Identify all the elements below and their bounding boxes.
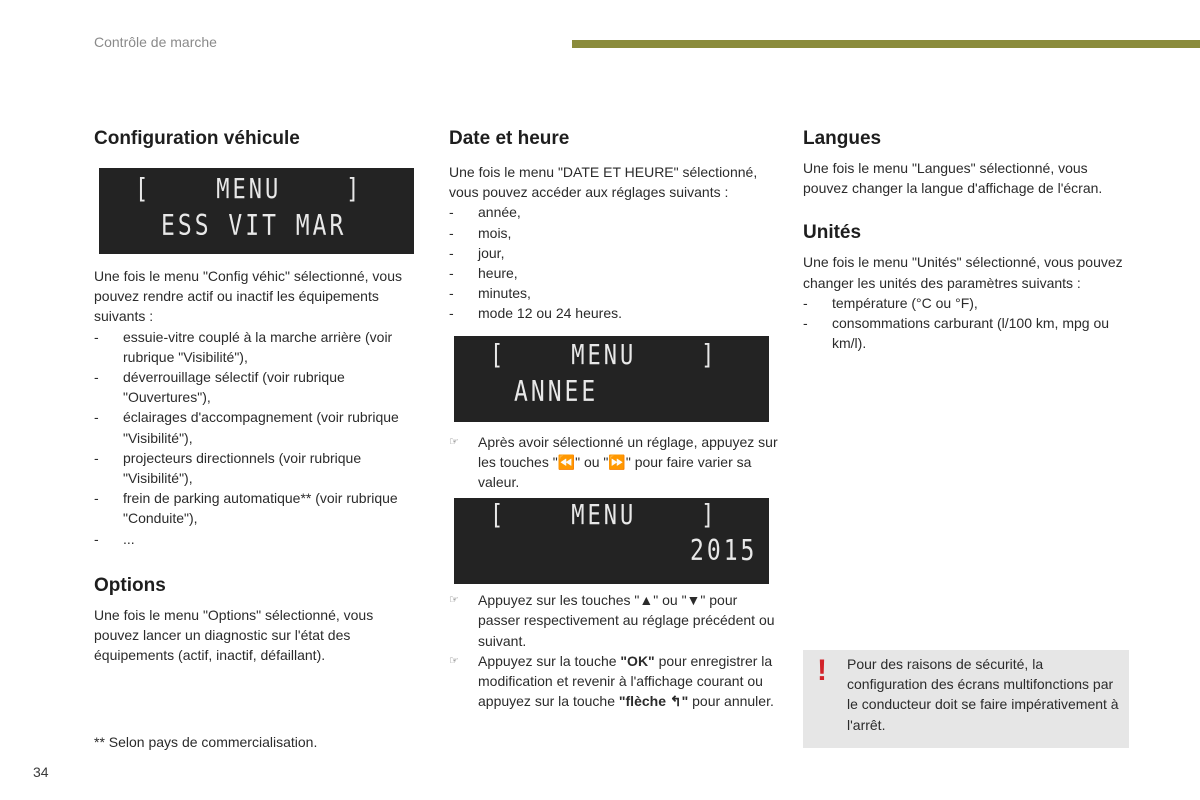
lcd-display-year (454, 498, 769, 584)
lcd-display-config (99, 168, 414, 254)
warning-text: Pour des raisons de sécurité, la configuration des écrans multifonctions par le conducteur doit se faire impérativement à l'arrêt. (847, 656, 1119, 733)
date-title: Date et heure (449, 128, 570, 149)
options-text: Une fois le menu "Options" sélectionné, vous pouvez lancer un diagnostic sur l'état des équipements (actif, inactif, défaillant). (94, 606, 374, 664)
config-title: Configuration véhicule (94, 128, 300, 149)
unites-list (803, 293, 1128, 354)
langues-text: Une fois le menu "Langues" sélectionné, vous pouvez changer la langue d'affichage de l'écran. (803, 160, 1103, 197)
config-intro: Une fois le menu "Config véhic" sélectionné, vous pouvez rendre actif ou inactif les équipements suivants : (94, 268, 402, 325)
column-date (449, 126, 779, 711)
footnote: ** Selon pays de commercialisation. (94, 734, 318, 750)
date-list (449, 202, 779, 323)
pointer-icon: ☞ (449, 594, 459, 607)
lcd-line-1: [ MENU ] (490, 500, 718, 532)
list-item: - jour, (449, 244, 505, 261)
section-label: Contrôle de marche (94, 34, 217, 50)
list-item: - mois, (449, 224, 512, 241)
list-item: - température (°C ou °F), (803, 294, 978, 311)
list-item: - projecteurs directionnels (voir rubrique "Visibilité"), (94, 449, 362, 487)
list-item: - essuie-vitre couplé à la marche arrière (voir rubrique "Visibilité"), (94, 328, 393, 365)
lcd-line-1: [ MENU ] (490, 339, 718, 371)
step-change-value: ☞ Après avoir sélectionné un réglage, appuyez sur les touches "⏪" ou "⏩" pour faire varier sa valeur. (449, 433, 778, 491)
date-intro: Une fois le menu "DATE ET HEURE" sélectionné, vous pouvez accéder aux réglages suivants : (449, 164, 758, 201)
list-item: - année, (449, 204, 521, 221)
back-key: "flèche ↰" (618, 693, 689, 710)
config-list (94, 327, 412, 549)
list-item: - heure, (449, 265, 518, 282)
list-item: - consommations carburant (l/100 km, mpg ou km/l). (803, 315, 1110, 352)
header-bar (572, 40, 1200, 48)
lcd-line-2: ESS VIT MAR (161, 210, 347, 243)
list-item: - ... (94, 530, 135, 547)
list-item: - minutes, (449, 285, 531, 302)
lcd-line-2: 2015 (690, 535, 758, 568)
page-number: 34 (33, 764, 49, 780)
pointer-icon: ☞ (449, 435, 459, 448)
lcd-display-annee (454, 336, 769, 422)
options-title: Options (94, 574, 166, 596)
lcd-line-2: ANNEE (514, 375, 599, 409)
list-item: - mode 12 ou 24 heures. (449, 305, 622, 322)
list-item: - éclairages d'accompagnement (voir rubrique "Visibilité"), (94, 409, 399, 446)
unites-title: Unités (803, 222, 862, 244)
list-item: - déverrouillage sélectif (voir rubrique "Ouvertures"), (94, 369, 345, 406)
langues-title: Langues (803, 128, 882, 149)
warning-icon: ! (817, 654, 827, 687)
step-navigate: ☞ Appuyez sur les touches "▲" ou "▼" pour passer respectivement au réglage précédent ou suivant. (449, 592, 775, 649)
list-item: - frein de parking automatique** (voir rubrique "Conduite"), (94, 490, 398, 527)
column-langues (803, 126, 1128, 353)
unites-intro: Une fois le menu "Unités" sélectionné, vous pouvez changer les unités des paramètres suivants : (803, 254, 1123, 291)
column-config (94, 126, 412, 665)
lcd-line-1: [ MENU ] (135, 174, 363, 206)
ok-key: "OK" (620, 652, 655, 669)
pointer-icon: ☞ (449, 654, 459, 667)
safety-warning (803, 650, 1129, 748)
step-confirm: ☞ Appuyez sur la touche "OK" pour enregistrer la modification et revenir à l'affichage courant ou appuyez sur la touche "flèche ↰" pour annuler. (449, 652, 774, 710)
